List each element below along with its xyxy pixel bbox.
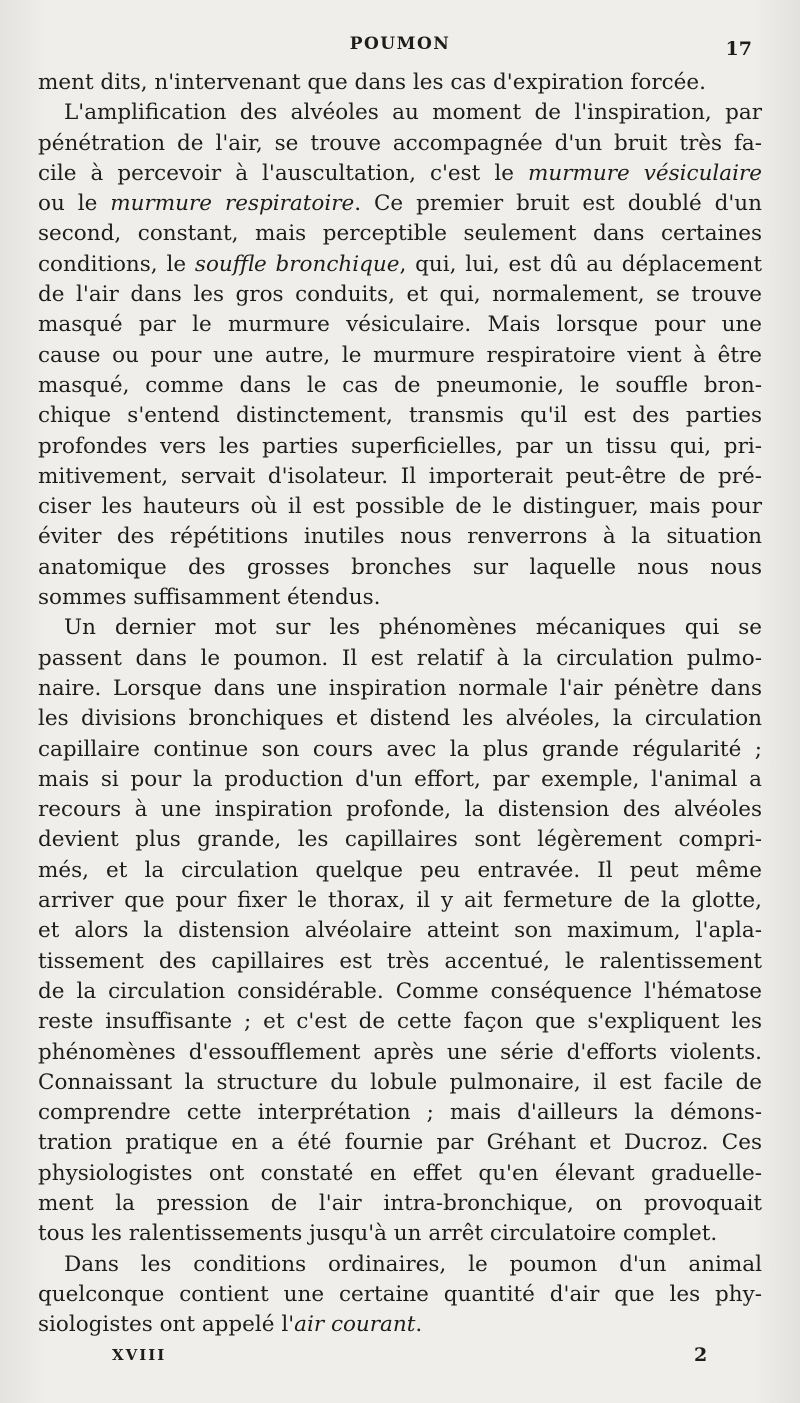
text-line: de la circulation considérable. Comme conséquence l'hématose — [38, 978, 762, 1004]
text-line: anatomique des grosses bronches sur laquelle nous nous — [38, 554, 762, 580]
italic-term: murmure vésiculaire — [527, 160, 762, 186]
body-text — [38, 68, 762, 1340]
page-footer — [0, 1346, 800, 1370]
text-line: chique s'entend distinctement, transmis qu'il est des parties — [38, 403, 762, 429]
text-line: Connaissant la structure du lobule pulmonaire, il est facile de — [38, 1069, 762, 1095]
text-run: siologistes ont appelé l' — [38, 1312, 295, 1338]
text-line: et alors la distension alvéolaire atteint son maximum, l'apla- — [38, 918, 762, 944]
text-line: pénétration de l'air, se trouve accompagnée d'un bruit très fa- — [38, 130, 762, 156]
text-line: masqué, comme dans le cas de pneumonie, le souffle bron- — [38, 372, 762, 398]
text-line: devient plus grande, les capillaires sont légèrement compri- — [38, 827, 762, 853]
page-number: 17 — [725, 38, 752, 60]
text-line: comprendre cette interprétation ; mais d'ailleurs la démons- — [38, 1100, 762, 1126]
paragraph — [38, 98, 762, 613]
paragraph — [38, 613, 762, 1249]
text-line: tration pratique en a été fournie par Gréhant et Ducroz. Ces — [38, 1130, 762, 1156]
text-line: physiologistes ont constaté en effet qu'en élevant graduelle- — [38, 1160, 762, 1186]
text-run: cile à percevoir à l'auscultation, c'est le — [38, 160, 528, 186]
text-line — [38, 189, 762, 219]
italic-term: souffle bronchique — [194, 251, 400, 277]
text-line: de l'air dans les gros conduits, et qui, normalement, se trouve — [38, 282, 762, 308]
text-line: Dans les conditions ordinaires, le poumon d'un animal — [64, 1251, 762, 1277]
text-line: phénomènes d'essoufflement après une série d'efforts violents. — [38, 1039, 762, 1065]
text-line — [38, 159, 762, 189]
italic-term: murmure respiratoire — [110, 191, 355, 217]
running-head — [0, 34, 800, 58]
text-run: , qui, lui, est dû au déplacement — [399, 251, 762, 277]
text-line: més, et la circulation quelque peu entravée. Il peut même — [38, 857, 762, 883]
text-line: masqué par le murmure vésiculaire. Mais lorsque pour une — [38, 312, 762, 338]
text-line: mitivement, servait d'isolateur. Il importerait peut-être de pré- — [38, 463, 762, 489]
text-line: tissement des capillaires est très accentué, le ralentissement — [38, 948, 762, 974]
italic-term: air courant — [294, 1312, 416, 1338]
text-run: ou le — [38, 191, 111, 217]
text-line: Un dernier mot sur les phénomènes mécaniques qui se — [64, 615, 762, 641]
text-line: arriver que pour fixer le thorax, il y ait fermeture de la glotte, — [38, 888, 762, 914]
text-line: second, constant, mais perceptible seulement dans certaines — [38, 221, 762, 247]
text-line: quelconque contient une certaine quantité d'air que les phy- — [38, 1281, 762, 1307]
text-run: . — [415, 1312, 423, 1338]
text-line: reste insuffisante ; et c'est de cette façon que s'expliquent les — [38, 1009, 762, 1035]
text-line: passent dans le poumon. Il est relatif à la circulation pulmo- — [38, 645, 762, 671]
text-run: conditions, le — [38, 251, 195, 277]
text-line: L'amplification des alvéoles au moment de l'inspiration, par — [64, 100, 762, 126]
text-run: . Ce premier bruit est doublé d'un — [354, 191, 762, 217]
text-line: éviter des répétitions inutiles nous renverrons à la situation — [38, 524, 762, 550]
printer-signature: XVIII — [112, 1346, 167, 1364]
text-line: mais si pour la production d'un effort, par exemple, l'animal a — [38, 766, 762, 792]
text-line — [38, 1310, 762, 1340]
text-line: recours à une inspiration profonde, la distension des alvéoles — [38, 797, 762, 823]
text-line: profondes vers les parties superficielles, par un tissu qui, pri- — [38, 433, 762, 459]
text-line: capillaire continue son cours avec la plus grande régularité ; — [38, 736, 762, 762]
running-title: POUMON — [349, 34, 451, 54]
text-line: ment la pression de l'air intra-bronchique, on provoquait — [38, 1190, 762, 1216]
text-line: naire. Lorsque dans une inspiration normale l'air pénètre dans — [38, 675, 762, 701]
text-line: les divisions bronchiques et distend les alvéoles, la circulation — [38, 706, 762, 732]
text-line: ciser les hauteurs où il est possible de le distinguer, mais pour — [38, 494, 762, 520]
text-line: sommes suffisamment étendus. — [38, 585, 381, 611]
text-line: tous les ralentissements jusqu'à un arrêt circulatoire complet. — [38, 1221, 718, 1247]
text-line: ment dits, n'intervenant que dans les cas d'expiration forcée. — [38, 70, 706, 95]
text-line — [38, 250, 762, 280]
paragraph — [38, 1250, 762, 1341]
text-line: cause ou pour une autre, le murmure respiratoire vient à être — [38, 342, 762, 368]
paragraph — [38, 68, 762, 98]
signature-number: 2 — [694, 1344, 708, 1366]
